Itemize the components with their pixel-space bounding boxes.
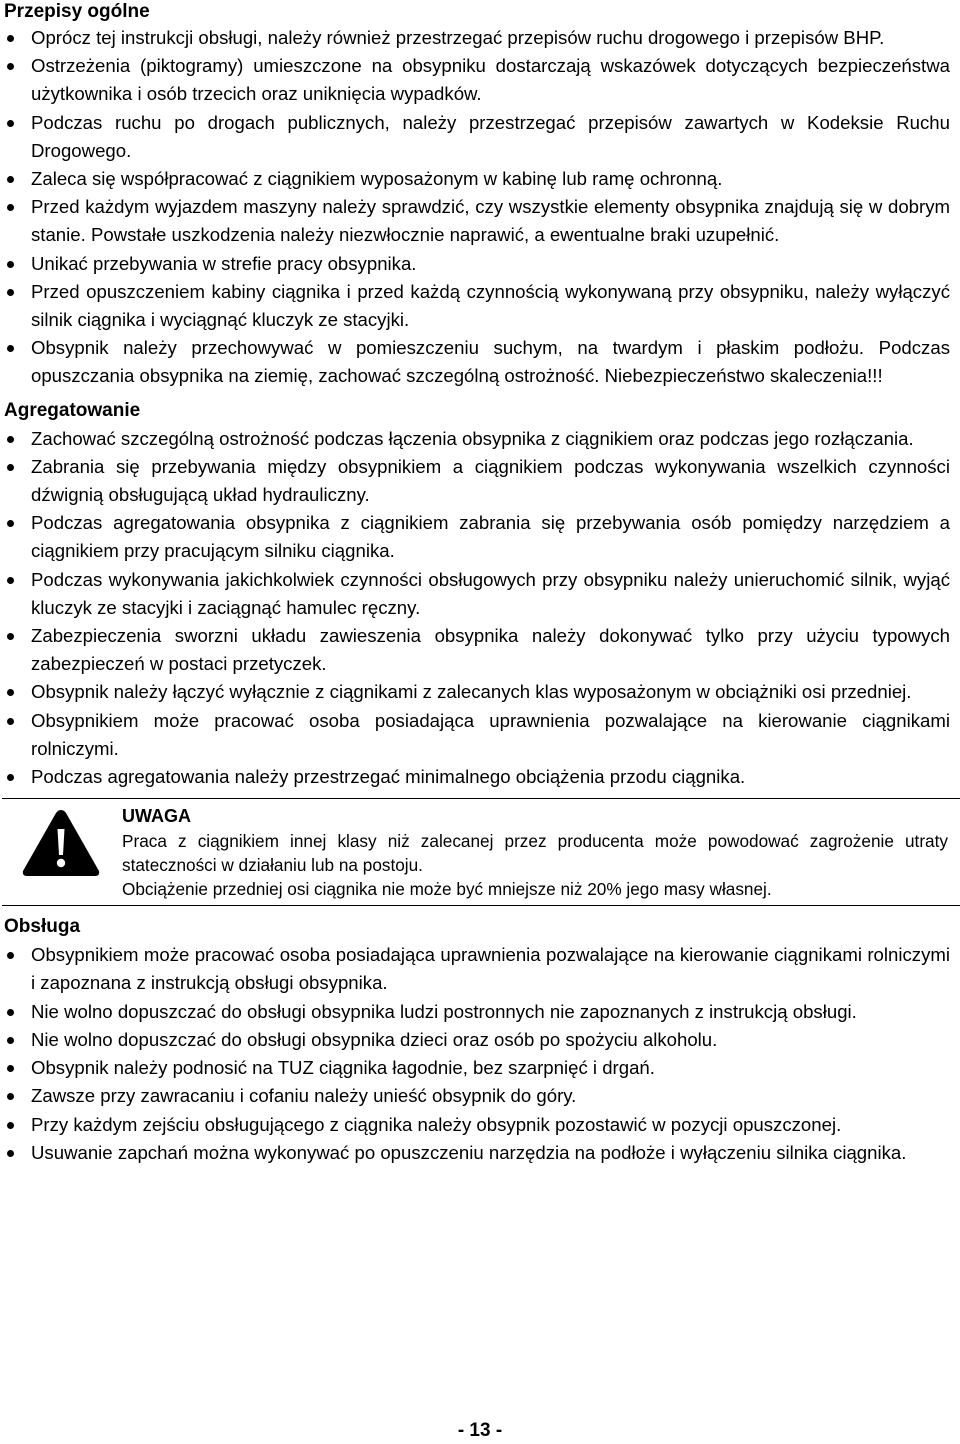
list-item: Obsypnik należy przechowywać w pomieszczeniu suchym, na twardym i płaskim podłożu. Podczas opuszczania obsypnika na ziemię, zachować szczególną ostrożność. Niebezpieczeństwo skaleczenia!!! [4,334,950,390]
rules-list [4,941,950,1167]
list-item: Obsypnikiem może pracować osoba posiadająca uprawnienia pozwalające na kierowanie ciągnikami rolniczymi. [4,707,950,763]
warning-triangle-icon [20,807,102,879]
list-item: Unikać przebywania w strefie pracy obsypnika. [4,250,950,278]
section-heading: Obsługa [4,916,81,938]
warning-title: UWAGA [122,806,191,827]
list-item: Zabrania się przebywania między obsypnikiem a ciągnikiem podczas wykonywania wszelkich czynności dźwignią obsługującą układ hydrauliczny. [4,453,950,509]
list-item: Podczas agregatowania należy przestrzegać minimalnego obciążenia przodu ciągnika. [4,763,950,791]
page-number: - 13 - [457,1420,503,1441]
list-item: Obsypnikiem może pracować osoba posiadająca uprawnienia pozwalające na kierowanie ciągnikami rolniczymi i zapoznana z instrukcją obsługi obsypnika. [4,941,950,997]
rules-list [4,425,950,792]
list-item: Obsypnik należy łączyć wyłącznie z ciągnikami z zalecanych klas wyposażonym w obciążniki osi przedniej. [4,678,950,706]
list-item: Zaleca się współpracować z ciągnikiem wyposażonym w kabinę lub ramę ochronną. [4,165,950,193]
section-heading: Agregatowanie [4,399,141,421]
list-item: Przy każdym zejściu obsługującego z ciągnika należy obsypnik pozostawić w pozycji opuszczonej. [4,1111,950,1139]
list-item: Usuwanie zapchań można wykonywać po opuszczeniu narzędzia na podłoże i wyłączeniu silnika ciągnika. [4,1139,950,1167]
list-item: Podczas agregatowania obsypnika z ciągnikiem zabrania się przebywania osób pomiędzy narzędziem a ciągnikiem przy pracującym silniku ciągnika. [4,509,950,565]
warning-text [122,803,948,901]
list-item: Nie wolno dopuszczać do obsługi obsypnika dzieci oraz osób po spożyciu alkoholu. [4,1026,950,1054]
list-item: Ostrzeżenia (piktogramy) umieszczone na obsypniku dostarczają wskazówek dotyczących bezpieczeństwa użytkownika i osób trzecich oraz uniknięcia wypadków. [4,52,950,108]
list-item: Oprócz tej instrukcji obsługi, należy również przestrzegać przepisów ruchu drogowego i przepisów BHP. [4,24,950,52]
list-item: Przed każdym wyjazdem maszyny należy sprawdzić, czy wszystkie elementy obsypnika znajdują się w dobrym stanie. Powstałe uszkodzenia należy niezwłocznie naprawić, a ewentualne braki uzupełnić. [4,193,950,249]
list-item: Podczas ruchu po drogach publicznych, należy przestrzegać przepisów zawartych w Kodeksie Ruchu Drogowego. [4,109,950,165]
list-item: Zachować szczególną ostrożność podczas łączenia obsypnika z ciągnikiem oraz podczas jego rozłączania. [4,425,950,453]
list-item: Nie wolno dopuszczać do obsługi obsypnika ludzi postronnych nie zapoznanych z instrukcją obsługi. [4,998,950,1026]
section-operation [4,915,950,1167]
warning-box [2,798,960,906]
section-general-rules [4,0,950,391]
section-heading: Przepisy ogólne [4,1,150,22]
document-page [4,0,950,1167]
list-item: Obsypnik należy podnosić na TUZ ciągnika łagodnie, bez szarpnięć i drgań. [4,1054,950,1082]
section-coupling [4,399,950,792]
list-item: Podczas wykonywania jakichkolwiek czynności obsługowych przy obsypniku należy unieruchomić silnik, wyjąć kluczyk ze stacyjki i zaciągnąć hamulec ręczny. [4,566,950,622]
warning-line: Obciążenie przedniej osi ciągnika nie może być mniejsze niż 20% jego masy własnej. [122,879,772,900]
list-item: Zawsze przy zawracaniu i cofaniu należy unieść obsypnik do góry. [4,1082,950,1110]
rules-list [4,24,950,391]
list-item: Zabezpieczenia sworzni układu zawieszenia obsypnika należy dokonywać tylko przy użyciu typowych zabezpieczeń w postaci przetyczek. [4,622,950,678]
warning-line: Praca z ciągnikiem innej klasy niż zalecanej przez producenta może powodować zagrożenie utraty stateczności w działaniu lub na postoju. [122,831,948,876]
list-item: Przed opuszczeniem kabiny ciągnika i przed każdą czynnością wykonywaną przy obsypniku, należy wyłączyć silnik ciągnika i wyciągnąć kluczyk ze stacyjki. [4,278,950,334]
